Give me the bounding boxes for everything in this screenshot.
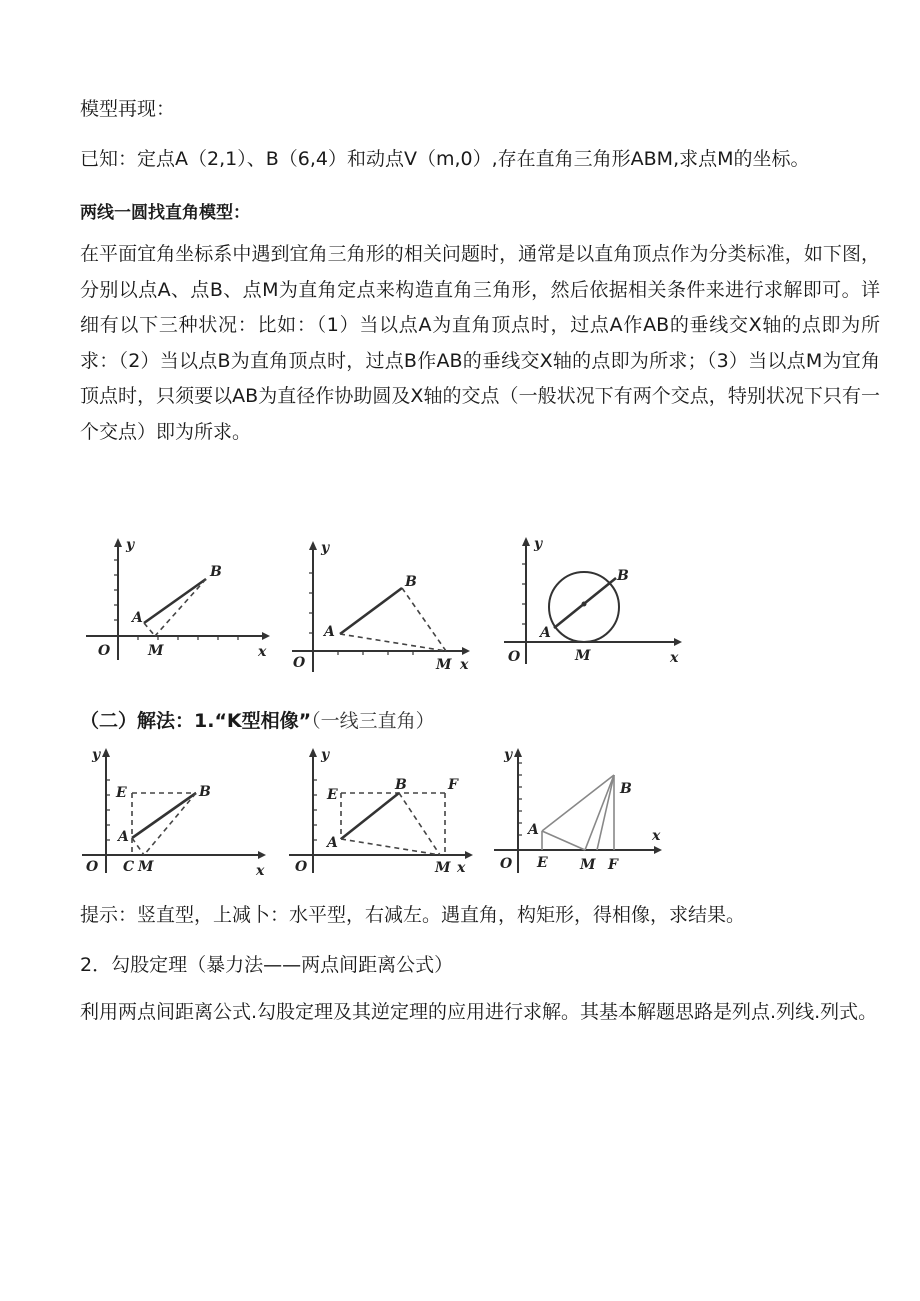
figure-right-angle-at-a bbox=[78, 535, 278, 665]
label-y: y bbox=[504, 747, 513, 763]
label-y: y bbox=[92, 747, 101, 763]
section-heading-k-model bbox=[80, 706, 435, 733]
label-a: A bbox=[324, 624, 335, 640]
label-b: B bbox=[617, 568, 629, 584]
label-a: A bbox=[528, 822, 539, 838]
item-2-heading: 2．勾股定理（暴力法——两点间距离公式） bbox=[80, 954, 454, 976]
figure-right-angle-at-b bbox=[288, 538, 488, 676]
label-f: F bbox=[448, 777, 458, 793]
label-o: O bbox=[295, 859, 308, 875]
label-x: x bbox=[670, 650, 679, 666]
label-f: F bbox=[608, 857, 618, 873]
label-e: E bbox=[327, 787, 338, 803]
label-a: A bbox=[540, 625, 551, 641]
label-m: M bbox=[138, 859, 154, 875]
figure-k-model-horizontal bbox=[285, 745, 485, 877]
label-o: O bbox=[86, 859, 99, 875]
hint-text: 提示：竖直型，上减卜：水平型，右减左。遇直角，构矩形，得相像，求结果。 bbox=[80, 904, 746, 926]
label-a: A bbox=[132, 610, 143, 626]
label-y: y bbox=[126, 537, 135, 553]
label-b: B bbox=[405, 574, 417, 590]
label-x: x bbox=[258, 644, 267, 660]
label-o: O bbox=[293, 655, 306, 671]
figure-k-model-vertical bbox=[78, 745, 278, 877]
label-o: O bbox=[508, 649, 521, 665]
label-x: x bbox=[457, 860, 466, 876]
label-e: E bbox=[537, 855, 548, 871]
label-o: O bbox=[500, 856, 513, 872]
label-x: x bbox=[652, 828, 661, 844]
problem-statement: 已知：定点A（2,1）、B（6,4）和动点V（m,0）,存在直角三角形ABM,求点M的坐标。 bbox=[80, 148, 810, 170]
item-2-paragraph: 利用两点间距离公式.勾股定理及其逆定理的应用进行求解。其基本解题思路是列点.列线.列式。 bbox=[80, 1001, 878, 1023]
label-x: x bbox=[460, 657, 469, 673]
label-e: E bbox=[116, 785, 127, 801]
label-m: M bbox=[435, 860, 451, 876]
section-heading-normal: （一线三直角） bbox=[311, 710, 435, 732]
figure-right-angle-at-m-circle bbox=[500, 534, 690, 669]
label-b: B bbox=[210, 564, 222, 580]
method-paragraph: 在平面宜角坐标系中遇到宜角三角形的相关问题时，通常是以直角顶点作为分类标准，如下图，分别以点A、点B、点M为直角定点来构造直角三角形，然后依据相关条件来进行求解即可。详细有以下三种状况：比如：（1）当以点A为直角顶点时，过点A作AB的垂线交X轴的点即为所求：（2）当以点B为直角顶点时，过点B作AB的垂线交X轴的点即为所求；（3）当以点M为宜角顶点时，只须要以AB为直径作协助圆及X轴的交点（一般状况下有两个交点，特别状况下只有一个交点）即为所求。 bbox=[80, 243, 880, 443]
label-x: x bbox=[256, 863, 265, 877]
label-o: O bbox=[98, 643, 111, 659]
label-m: M bbox=[436, 657, 452, 673]
label-m: M bbox=[575, 648, 591, 664]
section-heading-bold: （二）解法：1.“K型相像” bbox=[80, 710, 312, 732]
label-a: A bbox=[327, 835, 338, 851]
label-b: B bbox=[395, 777, 407, 793]
heading-model: 模型再现： bbox=[80, 98, 176, 120]
label-y: y bbox=[321, 747, 330, 763]
label-b: B bbox=[199, 784, 211, 800]
label-b: B bbox=[620, 781, 632, 797]
label-c: C bbox=[123, 859, 135, 875]
label-m: M bbox=[148, 643, 164, 659]
label-a: A bbox=[118, 829, 129, 845]
subheading: 两线一圆找直角模型： bbox=[80, 203, 250, 223]
figure-k-model-ef bbox=[490, 745, 670, 877]
label-m: M bbox=[580, 857, 596, 873]
label-y: y bbox=[534, 536, 543, 552]
label-y: y bbox=[321, 540, 330, 556]
